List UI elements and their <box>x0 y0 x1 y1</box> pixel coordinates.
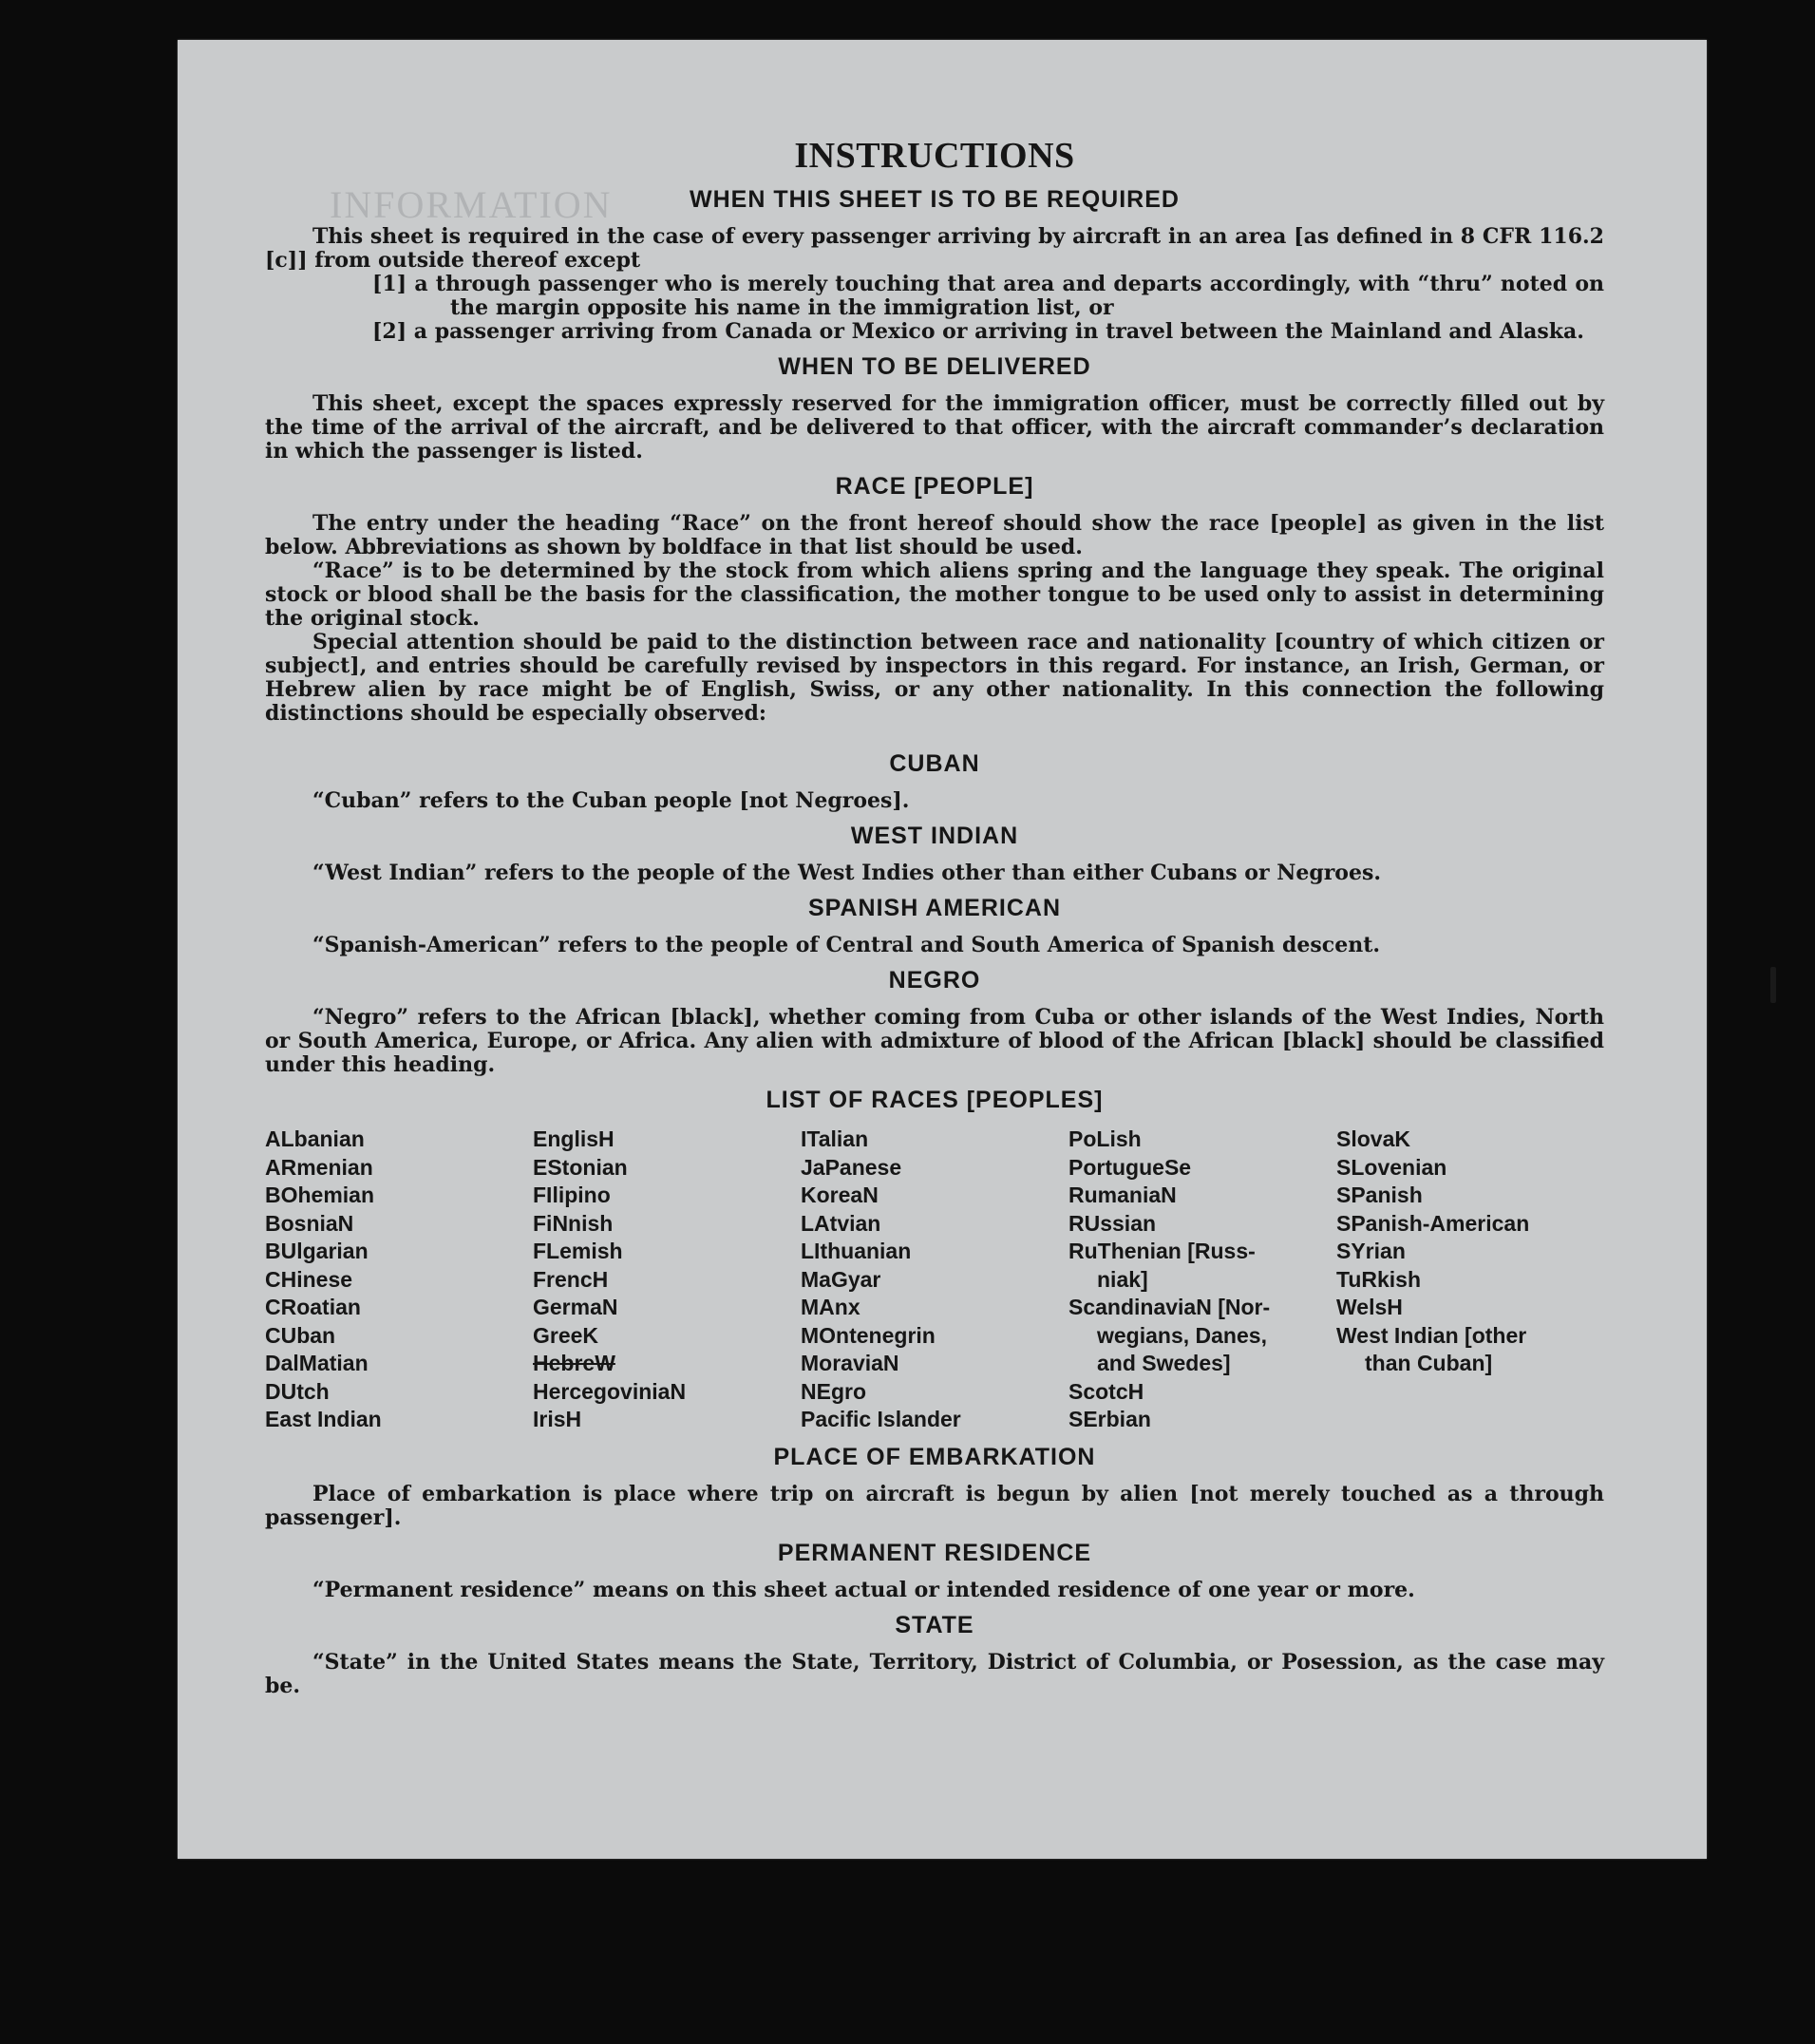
race-item: EnglisH <box>533 1126 614 1151</box>
race-item-continued: niak] <box>1097 1266 1148 1292</box>
race-item: LIthuanian <box>801 1239 912 1263</box>
race-item: JaPanese <box>801 1154 902 1180</box>
race-column-5 <box>1336 1126 1604 1434</box>
definition-negro: “Negro” refers to the African [black], whether coming from Cuba or other islands of the West Indies, North or South America, Europe, or Africa. Any alien with admixture of blood of the African [black] should be classified under this heading. <box>265 1005 1604 1077</box>
race-item: SPanish <box>1336 1183 1423 1207</box>
paragraph-race-1: The entry under the heading “Race” on the front hereof should show the race [people] as given in the list below. Abbreviations as shown by boldface in that list should be used. <box>265 511 1604 559</box>
race-list <box>265 1126 1604 1434</box>
race-item: BosniaN <box>265 1210 354 1236</box>
exception-item-2: [2] a passenger arriving from Canada or Mexico or arriving in travel between the Mainland and Alaska. <box>372 319 1584 344</box>
heading-west-indian: WEST INDIAN <box>850 823 1019 849</box>
bleed-through-text: INFORMATION <box>330 183 613 226</box>
race-item: PortugueSe <box>1068 1154 1192 1180</box>
heading-negro: NEGRO <box>888 967 981 994</box>
race-item: DUtch <box>265 1378 330 1404</box>
race-item: Pacific Islander <box>801 1407 961 1431</box>
race-item: EStonian <box>533 1154 628 1180</box>
race-item: RumaniaN <box>1068 1183 1177 1207</box>
definition-embarkation: Place of embarkation is place where trip on aircraft is begun by alien [not merely touched as a through passenger]. <box>265 1481 1604 1530</box>
heading-state: STATE <box>895 1611 974 1638</box>
race-item-continued: wegians, Danes, <box>1097 1322 1267 1348</box>
paragraph-race-2: “Race” is to be determined by the stock from which aliens spring and the language they speak. The original stock or blood shall be the basis for the classification, the mother tongue to be used only to assist in determining the original stock. <box>265 558 1604 631</box>
scan-edge-mark <box>1770 967 1776 1003</box>
race-item: MaGyar <box>801 1266 881 1292</box>
race-item: SYrian <box>1336 1239 1406 1263</box>
race-item: MOntenegrin <box>801 1322 936 1348</box>
race-item: West Indian [other <box>1336 1322 1527 1348</box>
race-item: CRoatian <box>265 1295 361 1319</box>
page-title: INSTRUCTIONS <box>794 136 1075 176</box>
heading-race: RACE [PEOPLE] <box>835 473 1034 500</box>
race-item: RUssian <box>1068 1210 1157 1236</box>
race-item: ITalian <box>801 1126 869 1151</box>
definition-cuban: “Cuban” refers to the Cuban people [not Negroes]. <box>312 788 910 813</box>
heading-cuban: CUBAN <box>889 750 980 777</box>
race-item: CHinese <box>265 1266 353 1292</box>
race-item: MoraviaN <box>801 1351 899 1375</box>
race-item-continued: and Swedes] <box>1097 1351 1231 1375</box>
race-item: ARmenian <box>265 1154 373 1180</box>
race-item: BOhemian <box>265 1183 375 1207</box>
race-item: LAtvian <box>801 1210 881 1236</box>
heading-race-list: LIST OF RACES [PEOPLES] <box>766 1087 1104 1113</box>
definition-west-indian: “West Indian” refers to the people of the West Indies other than either Cubans or Negroes. <box>312 861 1382 885</box>
race-item: ScandinaviaN [Nor- <box>1068 1295 1271 1319</box>
heading-when-required: WHEN THIS SHEET IS TO BE REQUIRED <box>690 186 1180 213</box>
document-sheet <box>178 40 1707 1859</box>
race-item: KoreaN <box>801 1183 879 1207</box>
race-item: ScotcH <box>1068 1378 1144 1404</box>
instructions-body <box>265 135 1604 1698</box>
race-item-continued: than Cuban] <box>1365 1351 1493 1375</box>
race-item: GreeK <box>533 1322 599 1348</box>
race-item-struck: HebreW <box>533 1351 615 1375</box>
race-item: FIlipino <box>533 1183 611 1207</box>
heading-embarkation: PLACE OF EMBARKATION <box>773 1443 1096 1470</box>
race-item: WelsH <box>1336 1295 1403 1319</box>
race-item: SPanish-American <box>1336 1210 1530 1236</box>
race-item: RuThenian [Russ- <box>1068 1239 1256 1263</box>
race-item: NEgro <box>801 1378 866 1404</box>
definition-permanent-residence: “Permanent residence” means on this sheet actual or intended residence of one year or more. <box>312 1577 1415 1602</box>
exception-item-1: [1] a through passenger who is merely touching that area and departs accordingly, with “thru” noted on the margin opposite his name in the immigration list, or <box>372 272 1604 320</box>
race-item: FiNnish <box>533 1210 614 1236</box>
race-item: IrisH <box>533 1407 582 1431</box>
paragraph-required: This sheet is required in the case of every passenger arriving by aircraft in an area [as defined in 8 CFR 116.2 [c]] from outside thereof except <box>265 224 1604 273</box>
paragraph-delivered: This sheet, except the spaces expressly reserved for the immigration officer, must be correctly filled out by the time of the arrival of the aircraft, and be delivered to that officer, with the aircraft commander’s declaration in which the passenger is listed. <box>265 391 1604 464</box>
race-item: ALbanian <box>265 1126 365 1151</box>
race-item: GermaN <box>533 1295 618 1319</box>
race-column-2 <box>533 1126 801 1434</box>
race-item: TuRkish <box>1336 1266 1422 1292</box>
race-column-1 <box>265 1126 533 1434</box>
race-item: CUban <box>265 1322 336 1348</box>
race-item: SlovaK <box>1336 1126 1410 1151</box>
heading-spanish-american: SPANISH AMERICAN <box>807 895 1061 921</box>
race-item: FLemish <box>533 1239 623 1263</box>
race-item: PoLish <box>1068 1126 1142 1151</box>
race-column-4 <box>1068 1126 1336 1434</box>
race-column-3 <box>801 1126 1068 1434</box>
race-item: MAnx <box>801 1295 860 1319</box>
heading-when-delivered: WHEN TO BE DELIVERED <box>778 353 1091 380</box>
definition-state: “State” in the United States means the State, Territory, District of Columbia, or Posession, as the case may be. <box>265 1649 1604 1698</box>
heading-permanent-residence: PERMANENT RESIDENCE <box>777 1539 1092 1566</box>
race-item: SErbian <box>1068 1407 1151 1431</box>
definition-spanish-american: “Spanish-American” refers to the people of Central and South America of Spanish descent. <box>312 933 1381 957</box>
race-item: SLovenian <box>1336 1154 1447 1180</box>
race-item: FrencH <box>533 1266 609 1292</box>
race-item: HercegoviniaN <box>533 1378 687 1404</box>
paragraph-race-3: Special attention should be paid to the distinction between race and nationality [country of which citizen or subject], and entries should be carefully revised by inspectors in this regard. For instance, an Irish, German, or Hebrew alien by race might be of English, Swiss, or any other nationality. In this connection the following distinctions should be especially observed: <box>265 630 1604 726</box>
race-item: East Indian <box>265 1407 382 1431</box>
race-item: BUlgarian <box>265 1239 369 1263</box>
race-item: DalMatian <box>265 1351 369 1375</box>
